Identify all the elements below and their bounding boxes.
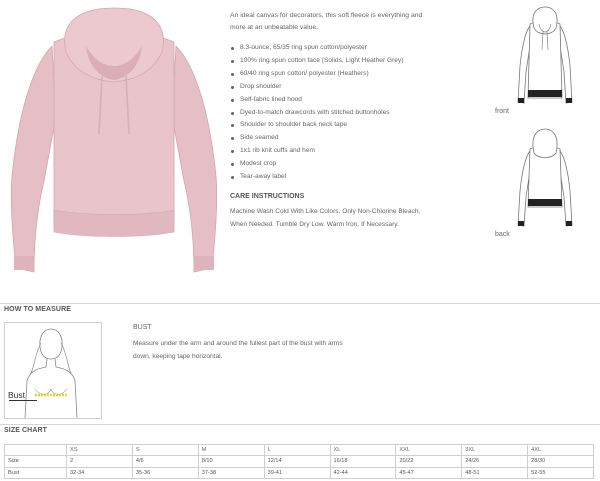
table-cell: 8/10 xyxy=(198,456,264,467)
product-intro: An ideal canvas for decorators, this soft fleece is everything and more at an unbeatable value. xyxy=(230,12,423,31)
feature-item: Modest crop xyxy=(230,158,430,171)
size-chart-title: SIZE CHART xyxy=(4,427,47,434)
table-cell: 16/18 xyxy=(330,456,396,467)
back-label: back xyxy=(495,231,510,238)
back-flat-sketch xyxy=(512,127,578,229)
feature-item: 60/40 ring spun cotton/ polyester (Heathers) xyxy=(230,68,430,81)
table-cell: 24/26 xyxy=(462,456,528,467)
size-header: S xyxy=(132,445,198,456)
table-cell: 45-47 xyxy=(396,467,462,478)
feature-item: Dyed-to-match drawcords with stitched buttonholes xyxy=(230,107,430,120)
bust-pointer-line xyxy=(9,400,37,401)
size-header: XXL xyxy=(396,445,462,456)
how-to-measure-title: HOW TO MEASURE xyxy=(4,306,71,313)
row-label: Size xyxy=(5,456,67,467)
table-cell: 42-44 xyxy=(330,467,396,478)
size-header: M xyxy=(198,445,264,456)
feature-item: Self-fabric lined hood xyxy=(230,94,430,107)
feature-list xyxy=(230,42,430,184)
size-chart-table xyxy=(4,444,594,479)
table-row xyxy=(5,456,594,467)
bust-figure-label: Bust xyxy=(8,390,26,400)
table-cell: 52-55 xyxy=(528,467,594,478)
table-cell: 4/6 xyxy=(132,456,198,467)
front-label: front xyxy=(495,108,510,115)
feature-item: Drop shoulder xyxy=(230,81,430,94)
bust-instructions: Measure under the arm and around the fullest part of the bust with arms down, keeping tape horizontal. xyxy=(133,340,343,360)
size-header: XL xyxy=(330,445,396,456)
size-header: 4XL xyxy=(528,445,594,456)
table-cell: 35-36 xyxy=(132,467,198,478)
table-cell: 20/22 xyxy=(396,456,462,467)
feature-item: Shoulder to shoulder back neck tape xyxy=(230,119,430,132)
divider xyxy=(0,303,600,304)
table-cell: 39-41 xyxy=(264,467,330,478)
feature-item: 8.3-ounce, 65/35 ring spun cotton/polyester xyxy=(230,42,430,55)
size-header: XS xyxy=(67,445,133,456)
front-flat-sketch xyxy=(512,6,578,108)
size-header: L xyxy=(264,445,330,456)
table-cell: 28/30 xyxy=(528,456,594,467)
care-instructions-title: CARE INSTRUCTIONS xyxy=(230,193,305,200)
bust-heading: BUST xyxy=(133,324,152,331)
table-cell: 12/14 xyxy=(264,456,330,467)
table-corner-cell xyxy=(5,445,67,456)
table-cell: 32-34 xyxy=(67,467,133,478)
feature-item: Side seamed xyxy=(230,132,430,145)
measure-illustration xyxy=(4,322,102,419)
size-header: 3XL xyxy=(462,445,528,456)
table-header-row xyxy=(5,445,594,456)
table-cell: 48-51 xyxy=(462,467,528,478)
row-label: Bust xyxy=(5,467,67,478)
divider xyxy=(0,424,600,425)
feature-item: Tear-away label xyxy=(230,171,430,184)
feature-item: 100% ring spun cotton face (Solids, Light Heather Grey) xyxy=(230,55,430,68)
table-row xyxy=(5,467,594,478)
table-cell: 37-38 xyxy=(198,467,264,478)
feature-item: 1x1 rib knit cuffs and hem xyxy=(230,145,430,158)
bust-figure-sketch xyxy=(5,323,101,418)
product-hoodie-image xyxy=(4,6,224,274)
table-cell: 2 xyxy=(67,456,133,467)
care-instructions-text: Machine Wash Cold With Like Colors. Only Non-Chlorine Bleach, When Needed. Tumble Dry Low. Warm Iron, If Necessary. xyxy=(230,208,421,228)
